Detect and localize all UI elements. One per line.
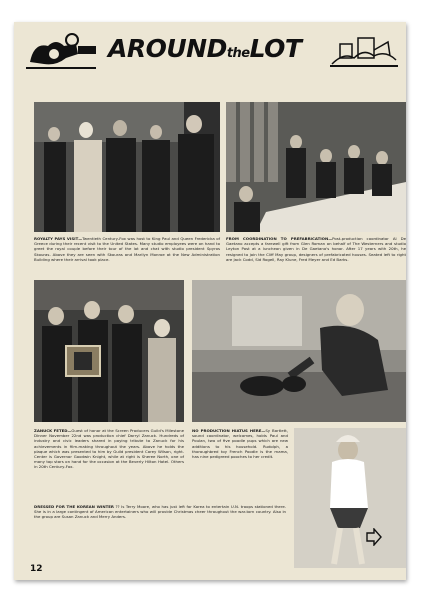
camera-operator-icon bbox=[26, 32, 106, 72]
caption-zanuck bbox=[34, 428, 184, 496]
title-the: the bbox=[226, 46, 250, 61]
photo-terry-moore bbox=[294, 428, 406, 568]
caption-hiatus-body: Sy Bartlett, sound coordinator, welcomes, holds Paul and Poulan, two of five poodle pups which are new additions to his household. Rudolph, a thoroughbred toy French Poodle is the mama, has nine pedigreed pooches to her credit. bbox=[192, 428, 288, 460]
caption-royalty-body: Twentieth Century-Fox was host to King Paul and Queen Fredericka of Greece during their recent visit to the United States. Many studio employees were on hand to greet the royal couple before their tour of the lot and chat with studio president Spyros Skouras. Above they are seen with Skouras and Marilyn Monroe at the New Administration Building where their arrival took place. bbox=[34, 236, 220, 262]
caption-zanuck-heading: ZANUCK FETED— bbox=[34, 428, 72, 433]
caption-coordination bbox=[226, 236, 406, 276]
caption-coordination-heading: FROM COORDINATION TO PREFABRICATION— bbox=[226, 236, 333, 241]
caption-korean-heading: DRESSED FOR THE KOREAN WINTER bbox=[34, 504, 114, 509]
section-title bbox=[108, 34, 301, 63]
caption-royalty bbox=[34, 236, 220, 276]
caption-korean-body: ?? Is Terry Moore, who has just left for Korea to entertain U.N. troops stationed there. She is in a large contingent of American entertainers who will provide Christmas cheer throughout the war-torn country. Also in the group are Susan Zanuck and Merry Anders. bbox=[34, 504, 286, 520]
title-around: AROUND bbox=[108, 34, 227, 63]
photo-zanuck-feted bbox=[34, 280, 184, 422]
photo-luncheon bbox=[226, 102, 406, 232]
caption-coordination-body: Post-production coordinator Al De Gaetano accepts a farewell gift from Glen Roman on behalf of The Westerners and studio Leyton Post at a luncheon given in De Gaetano's honor. After 17 years with 20th, he resigned to join the Cliff May group, designers of prefabricated houses. Seated left to right are Jack Codd, Sid Rogell, Ray Klune, Fred Meyer and Ed Barks. bbox=[226, 236, 406, 262]
around-the-lot-banner bbox=[26, 30, 398, 100]
caption-royalty-heading: ROYALTY PAYS VISIT— bbox=[34, 236, 83, 241]
photo-poodle-pups bbox=[192, 280, 406, 422]
photo-royalty-visit bbox=[34, 102, 220, 232]
caption-hiatus bbox=[192, 428, 288, 496]
page-number: 12 bbox=[30, 564, 43, 574]
caption-zanuck-body: Guest of honor at the Screen Producers Guild's Milestone Dinner November 22nd was production chief Darryl Zanuck. Hundreds of industry and civic leaders shared in paying tribute to Zanuck for his achievements in film-making throughout the years. Above he holds the plaque which was presented to him by Guild president Carey Wilson, right. Center is Governor Goodwin Knight, while at right is Sheree North, one of many top stars on hand for the occasion at the Beverly Hilton Hotel. Others in 20th Century-Fox. bbox=[34, 428, 184, 470]
title-lot: LOT bbox=[249, 34, 302, 63]
arrow-right-icon bbox=[366, 528, 382, 546]
studio-lot-icon bbox=[330, 30, 398, 70]
caption-hiatus-heading: NO PRODUCTION HIATUS HERE— bbox=[192, 428, 266, 433]
caption-korean-winter bbox=[34, 504, 286, 544]
